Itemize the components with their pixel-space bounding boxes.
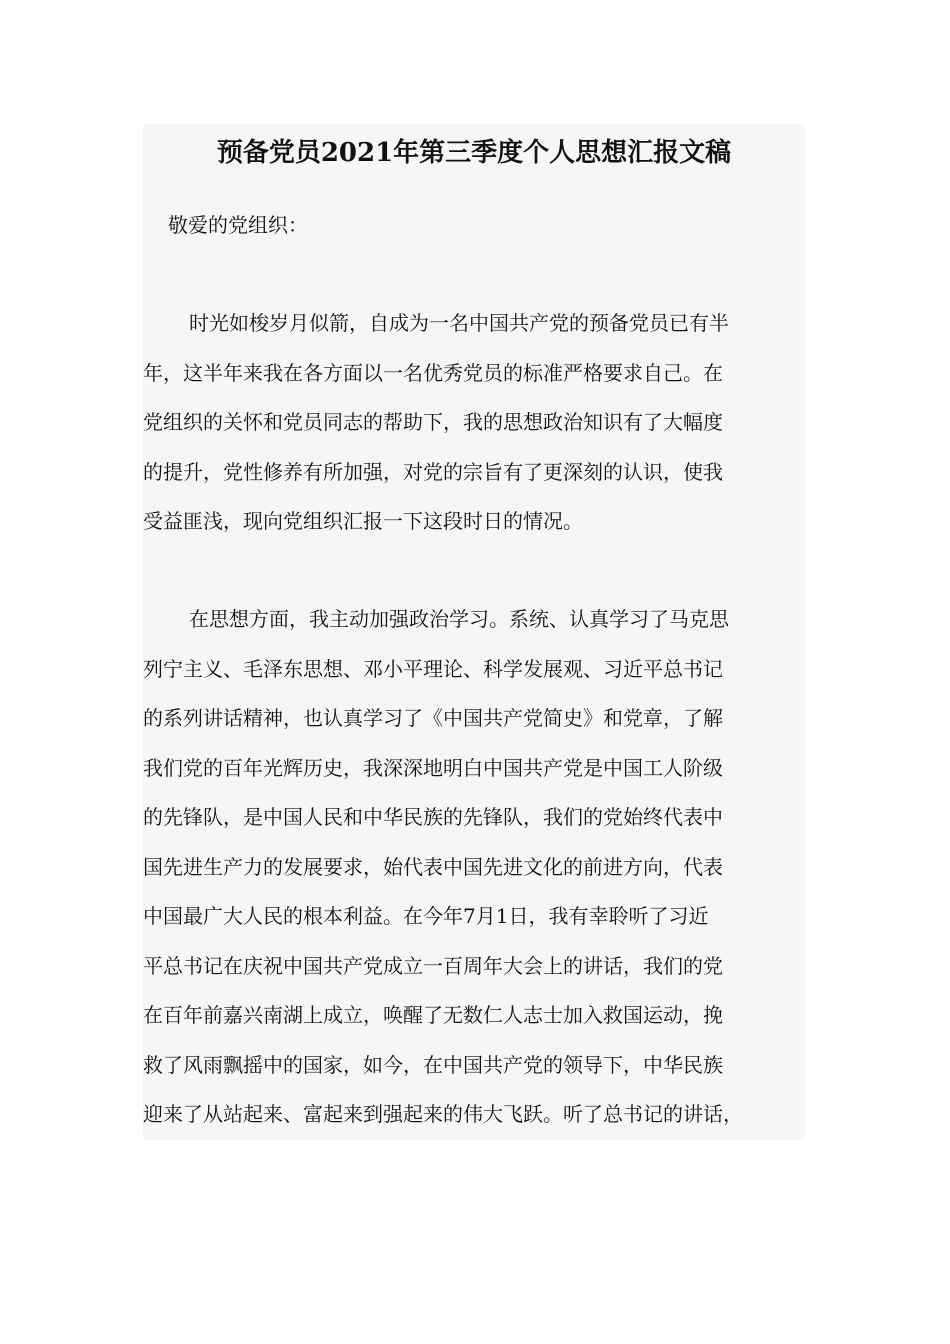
paragraph-line: 在思想方面，我主动加强政治学习。系统、认真学习了马克思 <box>189 607 729 631</box>
paragraph-line: 受益匪浅，现向党组织汇报一下这段时日的情况。 <box>143 509 583 533</box>
paragraph-line: 中国最广大人民的根本利益。在今年7月1日，我有幸聆听了习近 <box>143 904 709 928</box>
paragraph-line: 的系列讲话精神，也认真学习了《中国共产党简史》和党章，了解 <box>143 706 723 730</box>
paragraph-line: 的先锋队，是中国人民和中华民族的先锋队，我们的党始终代表中 <box>143 805 723 829</box>
paragraph-line: 平总书记在庆祝中国共产党成立一百周年大会上的讲话，我们的党 <box>143 953 723 978</box>
paragraph-line: 救了风雨飘摇中的国家，如今，在中国共产党的领导下，中华民族 <box>143 1052 723 1077</box>
paragraph-1 <box>143 299 805 547</box>
paragraph-line: 我们党的百年光辉历史，我深深地明白中国共产党是中国工人阶级 <box>143 755 723 780</box>
paragraph-line: 年，这半年来我在各方面以一名优秀党员的标准严格要求自己。在 <box>143 360 723 385</box>
paragraph-line: 国先进生产力的发展要求，始代表中国先进文化的前进方向，代表 <box>143 854 723 879</box>
paragraph-line: 时光如梭岁月似箭，自成为一名中国共产党的预备党员已有半 <box>189 311 729 335</box>
document-title: 预备党员2021年第三季度个人思想汇报文稿 <box>216 138 732 168</box>
paragraph-line: 的提升，党性修养有所加强，对党的宗旨有了更深刻的认识，使我 <box>143 459 723 484</box>
paragraph-line: 迎来了从站起来、富起来到强起来的伟大飞跃。听了总书记的讲话， <box>143 1102 743 1126</box>
salutation: 敬爱的党组织： <box>168 213 308 237</box>
paragraph-2 <box>143 595 805 1140</box>
paragraph-line: 党组织的关怀和党员同志的帮助下，我的思想政治知识有了大幅度 <box>143 410 723 434</box>
paragraph-line: 在百年前嘉兴南湖上成立，唤醒了无数仁人志士加入救国运动，挽 <box>143 1003 723 1027</box>
paragraph-line: 列宁主义、毛泽东思想、邓小平理论、科学发展观、习近平总书记 <box>143 656 723 681</box>
